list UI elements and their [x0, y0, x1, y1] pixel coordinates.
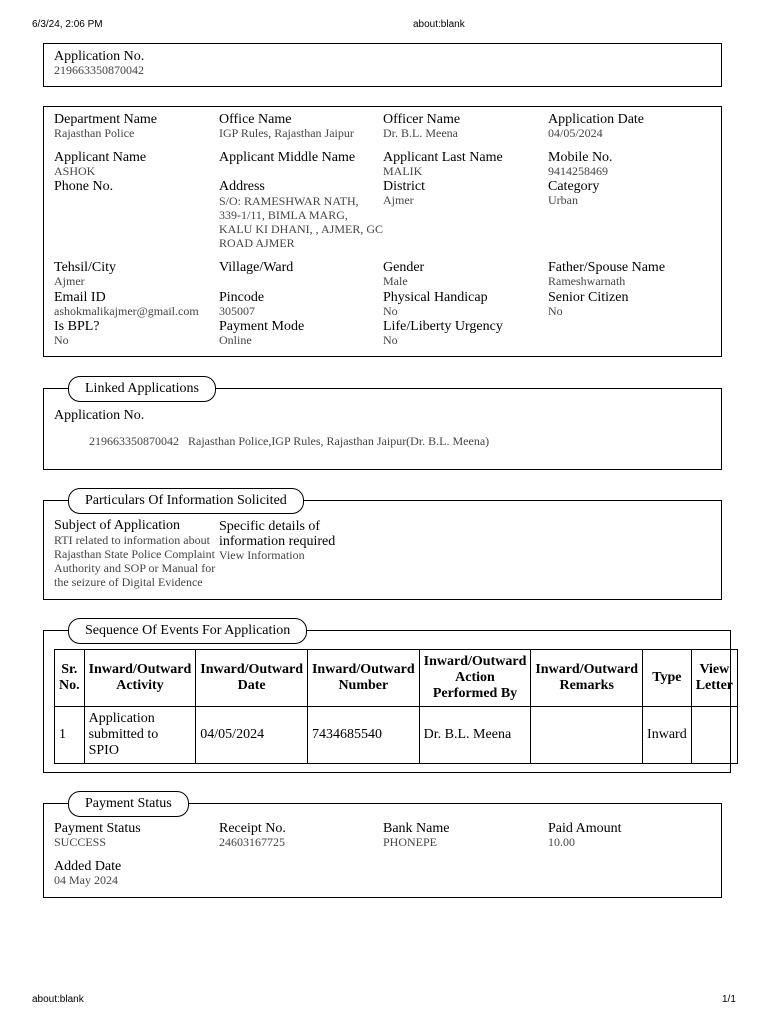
payment-status-value: SUCCESS — [54, 835, 107, 849]
father-spouse-name-value: Rameshwarnath — [548, 274, 626, 288]
applicant-last-name-field — [383, 151, 545, 178]
receipt-no-label: Receipt No. — [219, 821, 286, 836]
header-number: Inward/Outward Number — [307, 650, 419, 707]
footer-url: about:blank — [32, 994, 84, 1005]
receipt-no-value: 24603167725 — [219, 835, 285, 849]
application-date-field — [548, 113, 710, 140]
senior-citizen-field — [548, 291, 710, 318]
is-bpl-value: No — [54, 333, 69, 347]
table-row — [55, 707, 738, 764]
pincode-field — [219, 291, 381, 318]
category-label: Category — [548, 179, 600, 194]
gender-value: Male — [383, 274, 408, 288]
officer-name-label: Officer Name — [383, 112, 461, 127]
header-view-letter: View Letter — [691, 650, 737, 707]
senior-citizen-value: No — [548, 304, 563, 318]
event-date: 04/05/2024 — [196, 707, 308, 764]
is-bpl-label: Is BPL? — [54, 319, 100, 334]
pincode-label: Pincode — [219, 290, 265, 305]
application-number-label: Application No. — [54, 49, 145, 64]
sequence-of-events-section — [43, 623, 734, 773]
officer-name-value: Dr. B.L. Meena — [383, 126, 458, 140]
email-id-label: Email ID — [54, 290, 106, 305]
subject-label: Subject of Application — [54, 518, 180, 533]
payment-status-field — [54, 822, 216, 849]
applicant-details-box — [43, 106, 722, 357]
linked-application-number: 219663350870042 — [89, 434, 179, 448]
event-activity: Application submitted to SPIO — [84, 707, 196, 764]
added-date-field — [54, 860, 216, 887]
linked-applications-legend: Linked Applications — [68, 376, 216, 402]
print-datetime: 6/3/24, 2:06 PM — [32, 19, 103, 30]
application-date-label: Application Date — [548, 112, 645, 127]
office-name-field — [219, 113, 381, 140]
is-bpl-field — [54, 320, 216, 347]
physical-handicap-value: No — [383, 304, 398, 318]
payment-mode-value: Online — [219, 333, 252, 347]
linked-applications-section — [43, 381, 722, 470]
header-sr-no: Sr. No. — [55, 650, 85, 707]
applicant-name-field — [54, 151, 216, 178]
event-remarks — [531, 707, 643, 764]
added-date-label: Added Date — [54, 859, 122, 874]
linked-application-number-label: Application No. — [54, 408, 145, 423]
district-value: Ajmer — [383, 193, 414, 207]
header-activity: Inward/Outward Activity — [84, 650, 196, 707]
subject-value: RTI related to information about Rajasthan State Police Complaint Authority and SOP or Manual for the seizure of Digital Evidence — [54, 533, 216, 589]
senior-citizen-label: Senior Citizen — [548, 290, 629, 305]
payment-status-section — [43, 796, 722, 898]
department-name-field — [54, 113, 216, 140]
gender-field — [383, 261, 545, 288]
event-number: 7434685540 — [307, 707, 419, 764]
print-url: about:blank — [413, 19, 465, 30]
gender-label: Gender — [383, 260, 425, 275]
pincode-value: 305007 — [219, 304, 255, 318]
life-liberty-urgency-label: Life/Liberty Urgency — [383, 319, 503, 334]
email-id-value: ashokmalikajmer@gmail.com — [54, 304, 199, 318]
payment-mode-field — [219, 320, 381, 347]
district-field — [383, 180, 545, 207]
applicant-last-name-value: MALIK — [383, 164, 423, 178]
village-ward-field — [219, 261, 381, 275]
payment-status-label: Payment Status — [54, 821, 141, 836]
header-performed-by: Inward/Outward Action Performed By — [419, 650, 531, 707]
office-name-value: IGP Rules, Rajasthan Jaipur — [219, 126, 354, 140]
event-type: Inward — [643, 707, 692, 764]
address-label: Address — [219, 179, 265, 194]
district-label: District — [383, 179, 425, 194]
particulars-legend: Particulars Of Information Solicited — [68, 488, 304, 514]
department-name-label: Department Name — [54, 112, 158, 127]
paid-amount-field — [548, 822, 710, 849]
tehsil-city-value: Ajmer — [54, 274, 85, 288]
office-name-label: Office Name — [219, 112, 292, 127]
application-number-box — [43, 43, 722, 87]
application-number-value: 219663350870042 — [54, 63, 144, 77]
applicant-middle-name-field — [219, 151, 381, 165]
address-value: S/O: RAMESHWAR NATH, 339-1/11, BIMLA MARG, KALU KI DHANI, , AJMER, GC ROAD AJMER — [219, 194, 383, 250]
department-name-value: Rajasthan Police — [54, 126, 135, 140]
mobile-no-label: Mobile No. — [548, 150, 613, 165]
bank-name-field — [383, 822, 545, 849]
payment-status-legend: Payment Status — [68, 791, 189, 817]
view-information-link[interactable]: View Information — [219, 548, 305, 562]
subject-field — [54, 519, 218, 589]
address-field — [219, 180, 383, 250]
event-performed-by: Dr. B.L. Meena — [419, 707, 531, 764]
officer-name-field — [383, 113, 545, 140]
specific-details-field — [219, 519, 339, 562]
tehsil-city-field — [54, 261, 216, 288]
receipt-no-field — [219, 822, 381, 849]
header-type: Type — [643, 650, 692, 707]
bank-name-label: Bank Name — [383, 821, 450, 836]
application-date-value: 04/05/2024 — [548, 126, 603, 140]
event-sr-no: 1 — [55, 707, 85, 764]
events-header-row — [55, 650, 738, 707]
father-spouse-name-field — [548, 261, 710, 288]
paid-amount-value: 10.00 — [548, 835, 575, 849]
bank-name-value: PHONEPE — [383, 835, 438, 849]
footer-page-number: 1/1 — [722, 994, 736, 1005]
life-liberty-urgency-value: No — [383, 333, 398, 347]
mobile-no-field — [548, 151, 710, 178]
applicant-name-value: ASHOK — [54, 164, 96, 178]
event-view-letter[interactable] — [691, 707, 737, 764]
specific-details-label: Specific details of information required — [219, 519, 336, 549]
life-liberty-urgency-field — [383, 320, 545, 347]
phone-no-label: Phone No. — [54, 179, 114, 194]
linked-application-text: Rajasthan Police,IGP Rules, Rajasthan Jaipur(Dr. B.L. Meena) — [188, 434, 490, 448]
phone-no-field — [54, 180, 216, 194]
linked-application-entry — [89, 435, 489, 448]
applicant-middle-name-label: Applicant Middle Name — [219, 150, 356, 165]
header-remarks: Inward/Outward Remarks — [531, 650, 643, 707]
applicant-name-label: Applicant Name — [54, 150, 147, 165]
physical-handicap-field — [383, 291, 545, 318]
category-value: Urban — [548, 193, 578, 207]
village-ward-label: Village/Ward — [219, 260, 294, 275]
payment-mode-label: Payment Mode — [219, 319, 305, 334]
paid-amount-label: Paid Amount — [548, 821, 622, 836]
mobile-no-value: 9414258469 — [548, 164, 608, 178]
sequence-of-events-legend: Sequence Of Events For Application — [68, 618, 307, 644]
events-table — [54, 649, 738, 764]
added-date-value: 04 May 2024 — [54, 873, 118, 887]
father-spouse-name-label: Father/Spouse Name — [548, 260, 666, 275]
email-id-field — [54, 291, 218, 318]
applicant-last-name-label: Applicant Last Name — [383, 150, 503, 165]
tehsil-city-label: Tehsil/City — [54, 260, 117, 275]
particulars-section — [43, 493, 722, 600]
header-date: Inward/Outward Date — [196, 650, 308, 707]
category-field — [548, 180, 710, 207]
physical-handicap-label: Physical Handicap — [383, 290, 488, 305]
